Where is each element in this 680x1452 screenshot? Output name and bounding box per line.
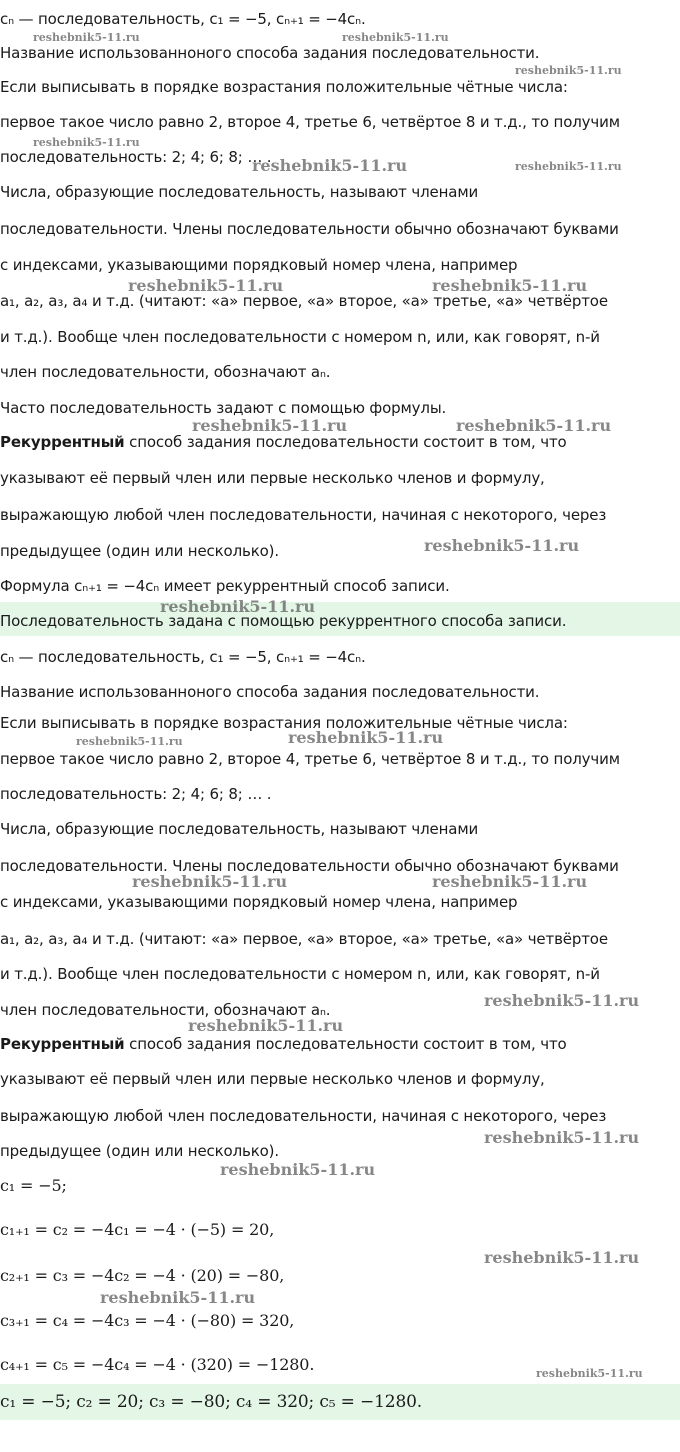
watermark: reshebnik5-11.ru — [484, 991, 640, 1010]
theory-line: последовательность: 2; 4; 6; 8; … . — [0, 785, 272, 803]
theory-line: Если выписывать в порядке возрастания положительные чётные числа: — [0, 714, 568, 732]
watermark: reshebnik5-11.ru — [252, 156, 408, 175]
theory-line: первое такое число равно 2, второе 4, третье 6, четвёртое 8 и т.д., то получим — [0, 113, 620, 131]
definition-text: способ задания последовательности состоит в том, что — [124, 433, 567, 451]
theory-line: член последовательности, обозначают aₙ. — [0, 363, 331, 381]
definition-line — [0, 432, 567, 452]
term-bold: Рекуррентный — [0, 1035, 125, 1053]
formula-line: c₂₊₁ = c₃ = −4c₂ = −4 · (20) = −80, — [0, 1266, 285, 1285]
problem-statement: cₙ — последовательность, c₁ = −5, cₙ₊₁ = −4cₙ. — [0, 648, 366, 666]
watermark: reshebnik5-11.ru — [536, 1367, 643, 1380]
question-text: Название использованноного способа задания последовательности. — [0, 683, 540, 701]
final-answer-text: c₁ = −5; c₂ = 20; c₃ = −80; c₄ = 320; c₅ = −1280. — [0, 1392, 423, 1412]
formula-line: c₃₊₁ = c₄ = −4c₃ = −4 · (−80) = 320, — [0, 1311, 295, 1330]
theory-line: указывают её первый член или первые несколько членов и формулу, — [0, 1070, 545, 1088]
theory-line: с индексами, указывающими порядковый номер члена, например — [0, 256, 518, 274]
theory-line: a₁, a₂, a₃, a₄ и т.д. (читают: «a» первое, «a» второе, «a» третье, «a» четвёртое — [0, 930, 608, 948]
term-bold: Рекуррентный — [0, 433, 125, 451]
theory-line: первое такое число равно 2, второе 4, третье 6, четвёртое 8 и т.д., то получим — [0, 750, 620, 768]
theory-line: член последовательности, обозначают aₙ. — [0, 1001, 331, 1019]
theory-line: выражающую любой член последовательности, начиная с некоторого, через — [0, 1107, 607, 1125]
theory-line: Формула cₙ₊₁ = −4cₙ имеет рекуррентный способ записи. — [0, 577, 450, 595]
watermark: reshebnik5-11.ru — [220, 1160, 376, 1179]
theory-line: предыдущее (один или несколько). — [0, 1142, 279, 1160]
theory-line: последовательности. Члены последовательности обычно обозначают буквами — [0, 220, 619, 238]
theory-line: Если выписывать в порядке возрастания положительные чётные числа: — [0, 78, 568, 96]
theory-line: и т.д.). Вообще член последовательности с номером n, или, как говорят, n-й — [0, 965, 600, 983]
theory-line: Числа, образующие последовательность, называют членами — [0, 820, 479, 838]
watermark: reshebnik5-11.ru — [515, 64, 622, 77]
watermark: reshebnik5-11.ru — [515, 160, 622, 173]
theory-line: выражающую любой член последовательности, начиная с некоторого, через — [0, 506, 607, 524]
watermark: reshebnik5-11.ru — [342, 31, 449, 44]
watermark: reshebnik5-11.ru — [132, 872, 288, 891]
answer-text: Последовательность задана с помощью рекуррентного способа записи. — [0, 612, 567, 630]
formula-line: c₁ = −5; — [0, 1176, 67, 1195]
theory-line: последовательность: 2; 4; 6; 8; … . — [0, 148, 272, 166]
theory-line: и т.д.). Вообще член последовательности с номером n, или, как говорят, n-й — [0, 328, 600, 346]
watermark: reshebnik5-11.ru — [33, 136, 140, 149]
watermark: reshebnik5-11.ru — [424, 536, 580, 555]
watermark: reshebnik5-11.ru — [456, 416, 612, 435]
theory-line: предыдущее (один или несколько). — [0, 542, 279, 560]
formula-line: c₄₊₁ = c₅ = −4c₄ = −4 · (320) = −1280. — [0, 1355, 315, 1374]
watermark: reshebnik5-11.ru — [160, 597, 316, 616]
theory-line: a₁, a₂, a₃, a₄ и т.д. (читают: «a» первое, «a» второе, «a» третье, «a» четвёртое — [0, 292, 608, 310]
watermark: reshebnik5-11.ru — [288, 728, 444, 747]
watermark: reshebnik5-11.ru — [128, 276, 284, 295]
watermark: reshebnik5-11.ru — [192, 416, 348, 435]
watermark: reshebnik5-11.ru — [432, 872, 588, 891]
theory-line: последовательности. Члены последовательности обычно обозначают буквами — [0, 857, 619, 875]
problem-statement: cₙ — последовательность, c₁ = −5, cₙ₊₁ = −4cₙ. — [0, 10, 366, 28]
theory-line: указывают её первый член или первые несколько членов и формулу, — [0, 469, 545, 487]
watermark: reshebnik5-11.ru — [484, 1128, 640, 1147]
watermark: reshebnik5-11.ru — [76, 735, 183, 748]
question-text: Название использованноного способа задания последовательности. — [0, 44, 540, 62]
theory-line: с индексами, указывающими порядковый номер члена, например — [0, 893, 518, 911]
theory-line: Часто последовательность задают с помощью формулы. — [0, 399, 447, 417]
definition-line — [0, 1034, 567, 1054]
watermark: reshebnik5-11.ru — [188, 1016, 344, 1035]
watermark: reshebnik5-11.ru — [100, 1288, 256, 1307]
watermark: reshebnik5-11.ru — [33, 31, 140, 44]
formula-line: c₁₊₁ = c₂ = −4c₁ = −4 · (−5) = 20, — [0, 1220, 275, 1239]
theory-line: Числа, образующие последовательность, называют членами — [0, 183, 479, 201]
definition-text: способ задания последовательности состоит в том, что — [124, 1035, 567, 1053]
watermark: reshebnik5-11.ru — [432, 276, 588, 295]
watermark: reshebnik5-11.ru — [484, 1248, 640, 1267]
